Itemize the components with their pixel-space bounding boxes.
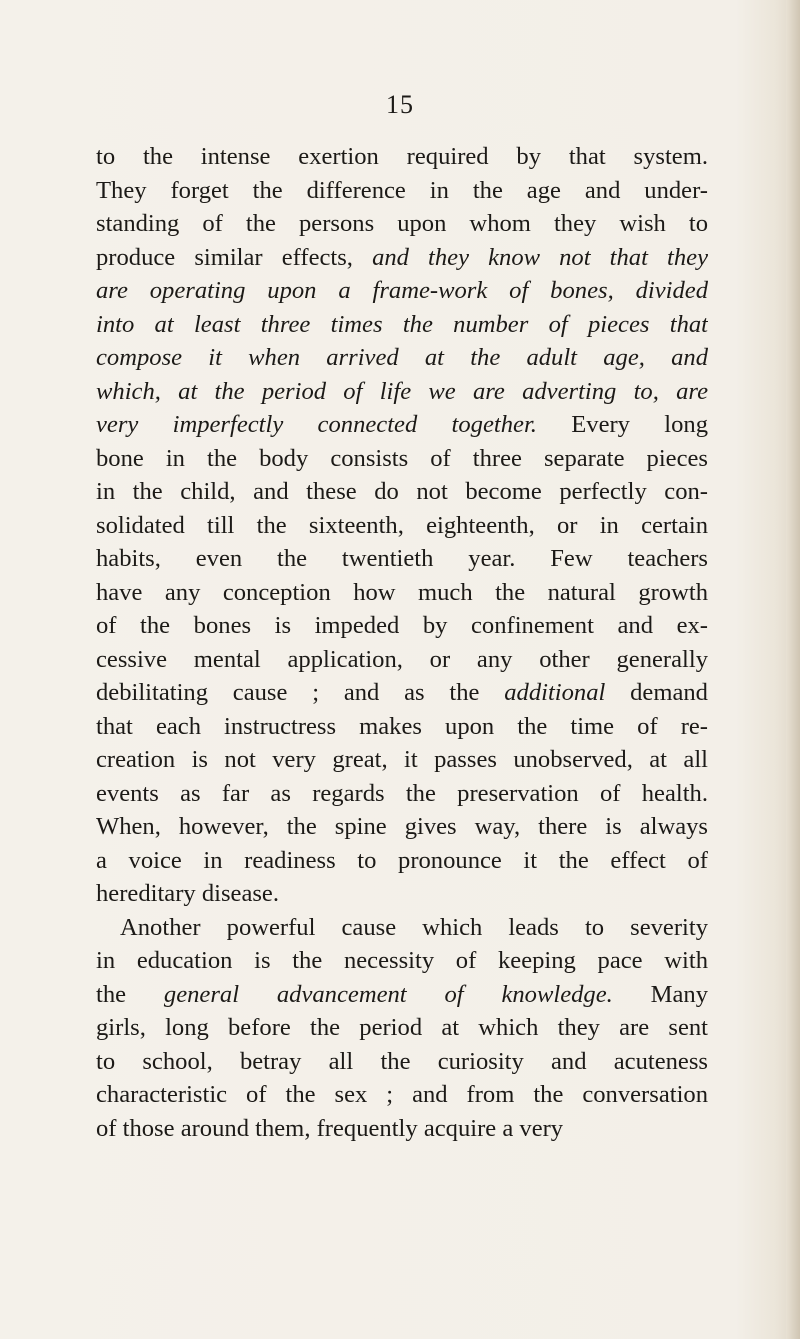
text-line xyxy=(96,911,708,945)
text-segment: Many xyxy=(612,980,708,1008)
italic-text: are operating upon a frame-work of bones, divided xyxy=(96,277,708,304)
text-segment: of the bones is impeded by confinement and ex- xyxy=(96,612,708,639)
text-segment: in the child, and these do not become perfectly con- xyxy=(96,478,708,505)
text-segment: characteristic of the sex ; and from the conversation xyxy=(96,1081,708,1108)
italic-text: into at least three times the number of pieces that xyxy=(96,310,708,338)
italic-text: very imperfectly connected together. xyxy=(96,411,537,438)
text-line xyxy=(96,207,708,241)
text-segment: Every long xyxy=(536,411,708,438)
italic-text: which, at the period of life we are adverting to, are xyxy=(96,377,708,405)
text-segment: cessive mental application, or any other generally xyxy=(96,645,708,673)
text-line xyxy=(96,509,708,543)
text-segment: in education is the necessity of keeping pace with xyxy=(96,947,708,974)
text-segment: standing of the persons upon whom they wish to xyxy=(96,210,708,237)
text-line xyxy=(96,576,708,610)
text-segment: Another powerful cause which leads to severity xyxy=(120,913,708,941)
text-line xyxy=(96,877,708,911)
text-segment: girls, long before the period at which they are sent xyxy=(96,1014,708,1041)
italic-text: and they know not that they xyxy=(372,243,708,271)
text-line xyxy=(96,643,708,677)
text-line xyxy=(96,944,708,978)
text-line xyxy=(96,442,708,476)
text-line xyxy=(96,308,708,342)
text-line xyxy=(96,174,708,208)
text-line xyxy=(96,1011,708,1045)
text-line xyxy=(96,743,708,777)
page-edge xyxy=(786,0,800,1339)
text-segment: bone in the body consists of three separate pieces xyxy=(96,444,708,472)
page-number: 15 xyxy=(386,90,414,119)
text-segment: that each instructress makes upon the time of re- xyxy=(96,712,708,740)
text-line xyxy=(96,710,708,744)
text-line xyxy=(96,844,708,878)
text-segment: have any conception how much the natural growth xyxy=(96,578,708,606)
text-line xyxy=(96,978,708,1012)
body-text xyxy=(96,140,708,1145)
text-line xyxy=(96,542,708,576)
italic-text: compose it when arrived at the adult age, and xyxy=(96,344,708,371)
text-line xyxy=(96,408,708,442)
text-line xyxy=(96,609,708,643)
text-segment: debilitating cause ; and as the xyxy=(96,679,505,706)
text-line xyxy=(96,140,708,174)
text-segment: produce similar effects, xyxy=(96,243,373,271)
text-line xyxy=(96,341,708,375)
text-segment: events as far as regards the preservation of health. xyxy=(96,779,708,807)
text-segment: to the intense exertion required by that system. xyxy=(96,143,708,170)
text-line xyxy=(96,274,708,308)
text-line xyxy=(96,810,708,844)
text-segment: demand xyxy=(605,679,708,706)
italic-text: general advancement of knowledge. xyxy=(163,980,613,1008)
text-segment: habits, even the twentieth year. Few teachers xyxy=(96,545,708,572)
text-segment: They forget the difference in the age and under- xyxy=(96,176,708,204)
text-segment: a voice in readiness to pronounce it the effect of xyxy=(96,846,708,874)
text-segment: solidated till the sixteenth, eighteenth, or in certain xyxy=(96,511,708,539)
text-line xyxy=(96,1045,708,1079)
text-line xyxy=(96,1078,708,1112)
text-segment: hereditary disease. xyxy=(96,880,280,907)
italic-text: additional xyxy=(504,679,606,706)
text-line xyxy=(96,241,708,275)
text-line xyxy=(96,777,708,811)
text-line xyxy=(96,1112,708,1146)
text-line xyxy=(96,475,708,509)
text-segment: of those around them, frequently acquire a very xyxy=(96,1114,564,1142)
text-segment: the xyxy=(96,980,164,1008)
text-segment: to school, betray all the curiosity and acuteness xyxy=(96,1047,708,1075)
text-segment: creation is not very great, it passes unobserved, at all xyxy=(96,746,708,773)
text-line xyxy=(96,676,708,710)
text-line xyxy=(96,375,708,409)
text-segment: When, however, the spine gives way, there is always xyxy=(96,813,708,840)
